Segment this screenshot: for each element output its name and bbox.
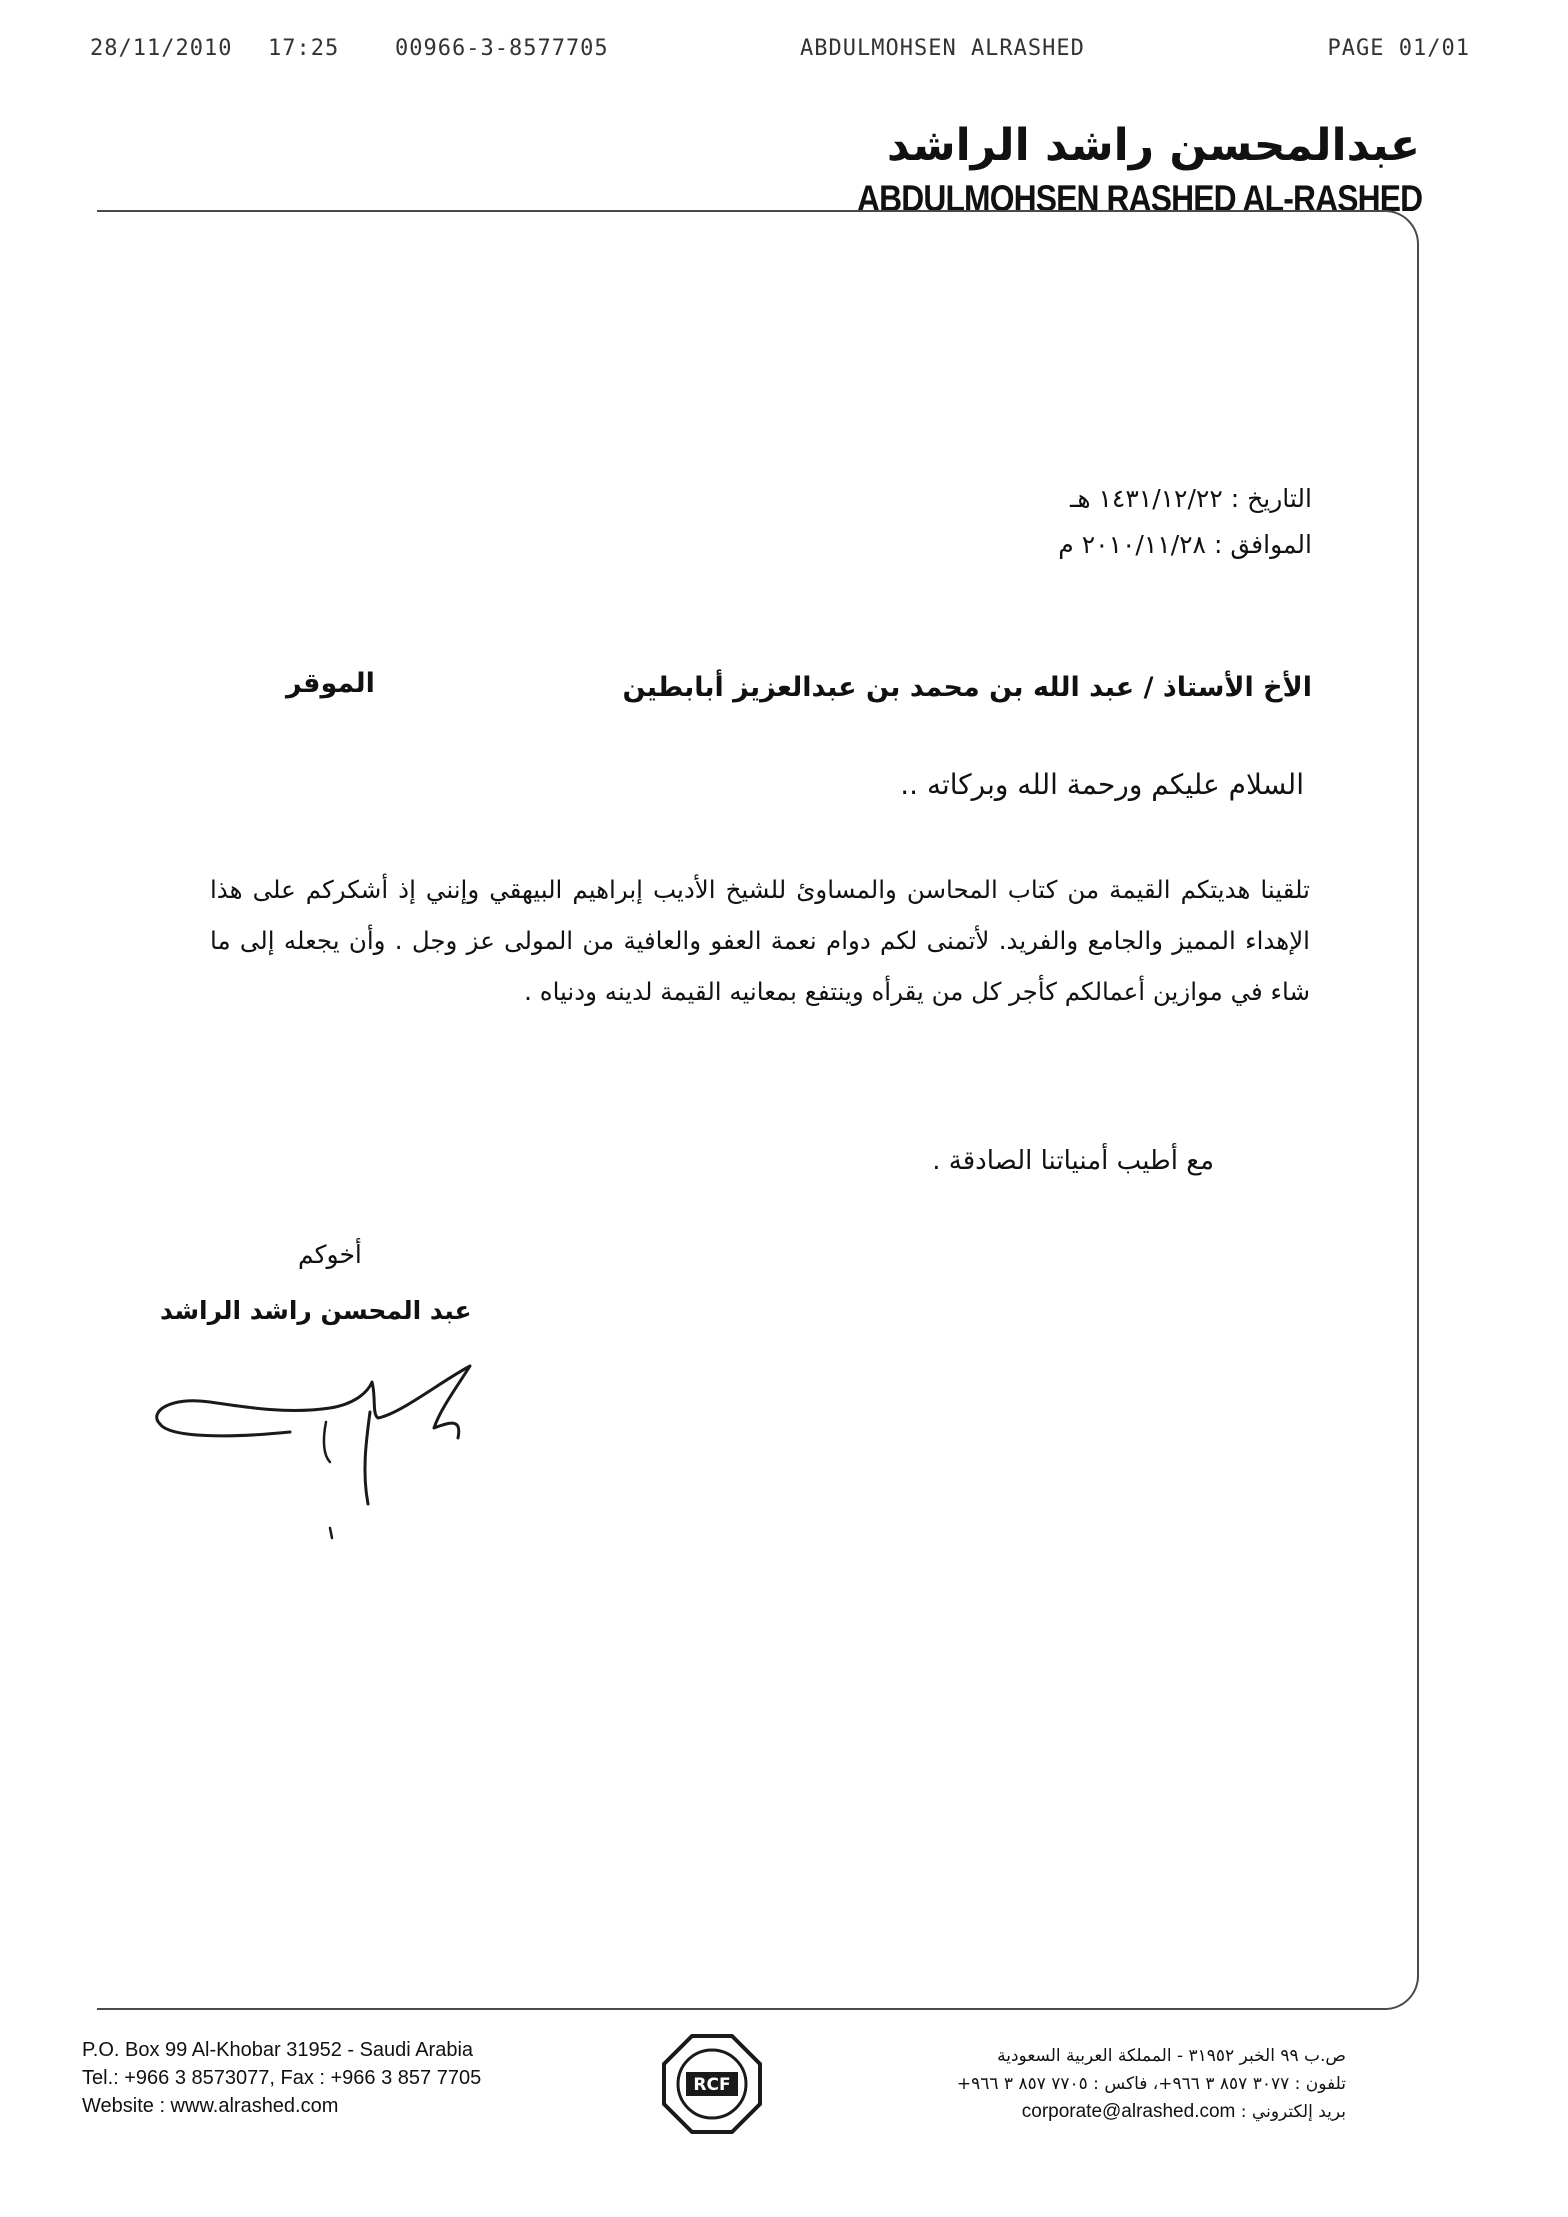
footer-email-label: بريد إلكتروني :	[1240, 2102, 1346, 2122]
company-seal-logo	[660, 2032, 764, 2136]
footer-contact-arabic	[957, 2042, 1346, 2126]
fax-sender: ABDULMOHSEN ALRASHED	[800, 36, 1085, 61]
letter-body: تلقينا هديتكم القيمة من كتاب المحاسن والمساوئ للشيخ الأديب إبراهيم البيهقي وإنني إذ أشكركم على هذا الإهداء المميز والجامع والفريد. لأتمنى لكم دوام نعمة العفو والعافية من المولى عز وجل . وأن يجعله إلى ما شاء في موازين أعمالكم كأجر كل من يقرأه وينتفع بمعانيه القيمة لدينه ودنياه .	[210, 875, 1310, 1006]
fax-time: 17:25	[268, 36, 340, 61]
footer-email: corporate@alrashed.com	[1021, 2101, 1236, 2122]
footer-address-arabic: ص.ب ٩٩ الخبر ٣١٩٥٢ - المملكة العربية السعودية	[997, 2046, 1346, 2066]
recipient-honorific: الموقر	[286, 668, 375, 699]
footer-phone-fax: Tel.: +966 3 8573077, Fax : +966 3 857 7705	[82, 2067, 482, 2089]
date-gregorian: الموافق : ٢٠١٠/١١/٢٨ م	[1058, 530, 1312, 559]
handwritten-signature	[140, 1352, 500, 1542]
footer-email-line	[957, 2098, 1346, 2126]
letterhead-name-arabic: عبدالمحسن راشد الراشد	[886, 120, 1420, 171]
signoff: أخوكم	[298, 1240, 362, 1269]
footer-phone-fax-arabic: تلفون : ٣٠٧٧ ٨٥٧ ٣ ٩٦٦+، فاكس : ٧٧٠٥ ٨٥٧ ٣ ٩٦٦+	[956, 2074, 1346, 2094]
fax-header	[90, 36, 1470, 70]
closing-line: مع أطيب أمنياتنا الصادقة .	[932, 1146, 1214, 1176]
fax-page-count: PAGE 01/01	[1327, 36, 1470, 61]
greeting: السلام عليكم ورحمة الله وبركاته ..	[900, 768, 1304, 801]
recipient-line: الأخ الأستاذ / عبد الله بن محمد بن عبدالعزيز أبابطين	[622, 672, 1312, 703]
seal-text: RCF	[693, 2075, 731, 2095]
signatory-name: عبد المحسن راشد الراشد	[160, 1296, 472, 1325]
footer-address: P.O. Box 99 Al-Khobar 31952 - Saudi Arabia	[82, 2039, 474, 2061]
footer-website: Website : www.alrashed.com	[82, 2095, 339, 2117]
footer-contact-english	[82, 2036, 481, 2120]
letter-frame	[97, 210, 1419, 2010]
date-hijri: التاريخ : ١٤٣١/١٢/٢٢ هـ	[1070, 484, 1312, 513]
fax-date: 28/11/2010	[90, 36, 233, 61]
letterhead-name-english: ABDULMOHSEN RASHED AL-RASHED	[856, 178, 1422, 219]
fax-phone: 00966-3-8577705	[395, 36, 609, 61]
